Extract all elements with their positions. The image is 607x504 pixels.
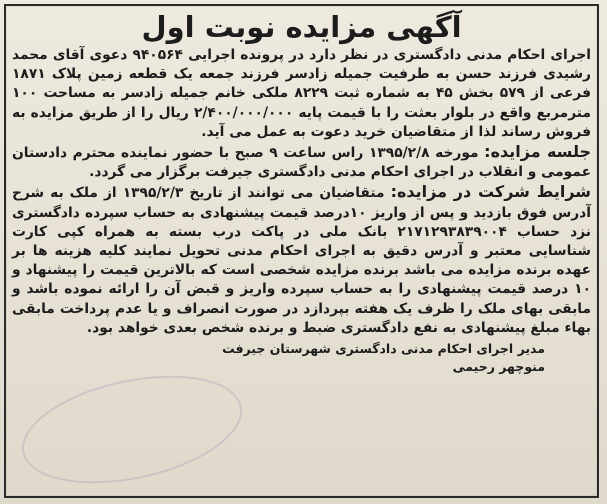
signature-name: منوچهر رحیمی bbox=[452, 359, 545, 375]
auction-session-paragraph bbox=[10, 142, 593, 182]
auction-session-text: مورخه ۱۳۹۵/۲/۸ راس ساعت ۹ صبح با حضور نماینده محترم دادستان عمومی و انقلاب در اجرای احکام مدنی دادگستری جیرفت برگزار می گردد. bbox=[12, 145, 591, 181]
participation-conditions-text: متقاضیان می توانند از تاریخ ۱۳۹۵/۲/۳ از ملک به شرح آدرس فوق بازدید و پس از واریز ۱۰درصد قیمت پیشنهادی به حساب سپرده دادگستری نزد حساب ۲۱۷۱۲۹۳۸۳۹۰۰۴ بانک ملی در پاکت درب بسته به همراه کپی کارت شناسایی معتبر و آدرس دقیق به اجرای احکام مدنی تحویل نمایند کلیه هزینه ها بر عهده برنده مزایده می باشد برنده مزایده شخصی است که بالاترین قیمت را پیشنهاد و ۱۰ درصد قیمت پیشنهادی را به حساب سپرده واریز و قبض آن را ارائه نموده باشد و مابقی بهای ملک را ظرف یک هفته بپردازد در صورت انصراف و یا عدم پرداخت مابقی بهاء مبلغ پیشنهادی به نفع دادگستری ضبط و برنده شخص بعدی خواهد بود. bbox=[12, 185, 591, 336]
participation-conditions-paragraph bbox=[10, 182, 593, 338]
notice-title: آگهی مزایده نوبت اول bbox=[141, 10, 462, 44]
signature-title: مدیر اجرای احکام مدنی دادگستری شهرستان جیرفت bbox=[222, 341, 545, 357]
auction-session-label: جلسه مزایده: bbox=[484, 142, 592, 162]
notice-intro: اجرای احکام مدنی دادگستری در نظر دارد در پرونده اجرایی ۹۴۰۵۶۴ دعوی آقای محمد رشیدی فرزند حسن به طرفیت جمیله زادسر فرزند جمعه یک قطعه زمین پلاک ۱۸۷۱ فرعی از ۵۷۹ بخش ۴۵ به شماره ثبت ۸۲۲۹ ملکی خانم جمیله زادسر به مساحت ۱۰۰ مترمربع واقع در بلوار بعثت را با قیمت پایه ۲/۴۰۰/۰۰۰/۰۰۰ ریال را از طریق مزایده به فروش رساند لذا از متقاضیان خرید دعوت به عمل می آید. bbox=[12, 47, 592, 140]
notice-content bbox=[10, 8, 593, 494]
participation-conditions-label: شرایط شرکت در مزایده: bbox=[390, 182, 592, 202]
